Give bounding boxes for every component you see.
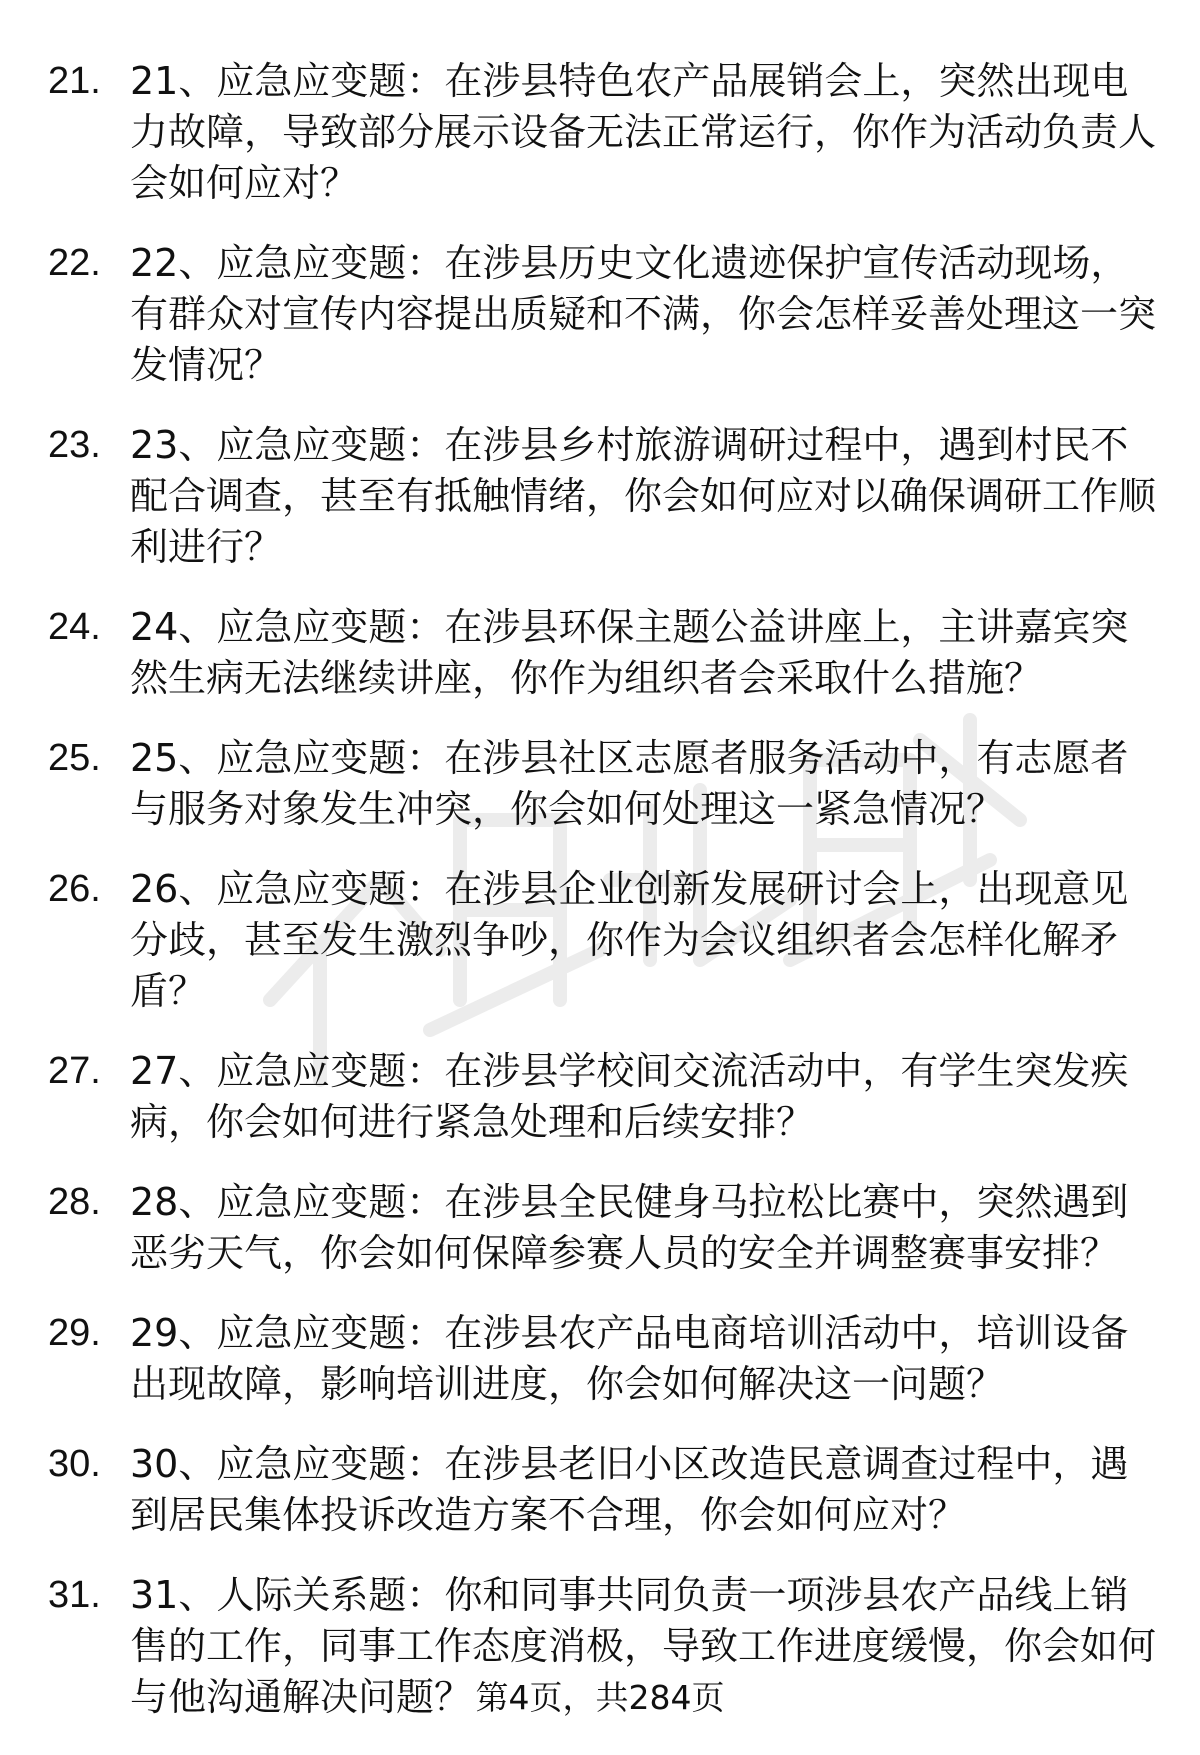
question-number: 29.: [48, 1312, 101, 1354]
question-text: 25、应急应变题：在涉县社区志愿者服务活动中，有志愿者与服务对象发生冲突，你会如何处理这一紧急情况？: [130, 736, 1129, 831]
question-text: 22、应急应变题：在涉县历史文化遗迹保护宣传活动现场，有群众对宣传内容提出质疑和不满，你会怎样妥善处理这一突发情况？: [130, 241, 1157, 387]
list-item: [48, 1177, 1158, 1279]
page-footer: 第4页，共284页: [475, 1678, 725, 1717]
question-text: 29、应急应变题：在涉县农产品电商培训活动中，培训设备出现故障，影响培训进度，你会如何解决这一问题？: [130, 1311, 1129, 1406]
list-item: [48, 864, 1158, 1017]
question-text: 26、应急应变题：在涉县企业创新发展研讨会上，出现意见分歧，甚至发生激烈争吵，你作为会议组织者会怎样化解矛盾？: [130, 867, 1129, 1013]
question-number: 30.: [48, 1443, 101, 1485]
question-number: 24.: [48, 606, 101, 648]
list-item: [48, 238, 1158, 391]
question-number: 22.: [48, 242, 101, 284]
question-number: 25.: [48, 737, 101, 779]
list-item: [48, 1439, 1158, 1541]
question-text: 24、应急应变题：在涉县环保主题公益讲座上，主讲嘉宾突然生病无法继续讲座，你作为组织者会采取什么措施？: [130, 605, 1129, 700]
question-text: 28、应急应变题：在涉县全民健身马拉松比赛中，突然遇到恶劣天气，你会如何保障参赛人员的安全并调整赛事安排？: [130, 1180, 1129, 1275]
question-number: 31.: [48, 1574, 101, 1616]
question-text: 30、应急应变题：在涉县老旧小区改造民意调查过程中，遇到居民集体投诉改造方案不合理，你会如何应对？: [130, 1442, 1129, 1537]
list-item: [48, 420, 1158, 573]
list-item: [48, 56, 1158, 209]
list-item: [48, 733, 1158, 835]
question-number: 28.: [48, 1181, 101, 1223]
question-text: 23、应急应变题：在涉县乡村旅游调研过程中，遇到村民不配合调查，甚至有抵触情绪，你会如何应对以确保调研工作顺利进行？: [130, 423, 1157, 569]
question-number: 21.: [48, 60, 101, 102]
question-number: 26.: [48, 868, 101, 910]
question-number: 27.: [48, 1050, 101, 1092]
list-item: [48, 1046, 1158, 1148]
question-text: 31、人际关系题：你和同事共同负责一项涉县农产品线上销售的工作，同事工作态度消极，导致工作进度缓慢，你会如何与他沟通解决问题？: [130, 1573, 1157, 1719]
list-item: [48, 602, 1158, 704]
question-text: 21、应急应变题：在涉县特色农产品展销会上，突然出现电力故障，导致部分展示设备无法正常运行，你作为活动负责人会如何应对？: [130, 59, 1157, 205]
list-item: [48, 1308, 1158, 1410]
question-number: 23.: [48, 424, 101, 466]
question-list: [48, 56, 1158, 1752]
question-text: 27、应急应变题：在涉县学校间交流活动中，有学生突发疾病，你会如何进行紧急处理和后续安排？: [130, 1049, 1129, 1144]
